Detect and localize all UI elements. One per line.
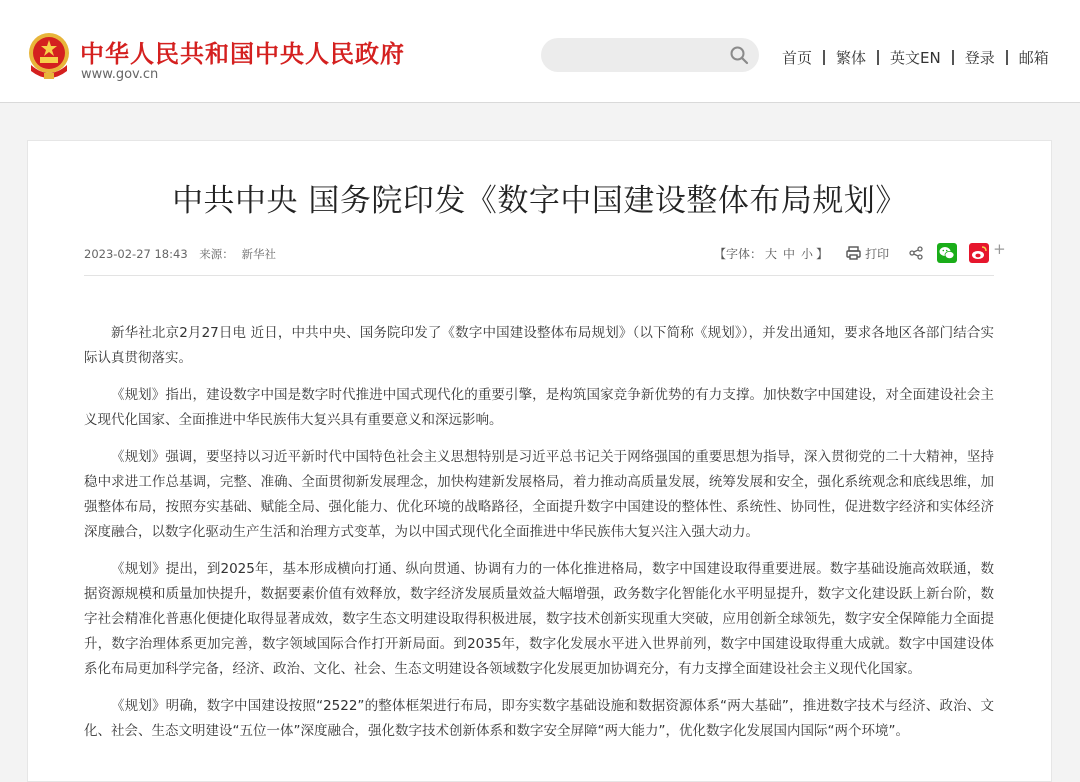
share-icon[interactable] — [909, 246, 923, 260]
article-paragraph: 《规划》提出，到2025年，基本形成横向打通、纵向贯通、协调有力的一体化推进格局，数字中国建设取得重要进展。数字基础设施高效联通，数据资源规模和质量加快提升，数据要素价值有效释放，数字经济发展质量效益大幅增强，政务数字化智能化水平明显提升，数字文化建设跃上新台阶，数字社会精准化普惠化便捷化取得显著成效，数字生态文明建设取得积极进展，数字技术创新实现重大突破，应用创新全球领先，数字安全保障能力全面提升，数字治理体系更加完善，数字领域国际合作打开新局面。到2035年，数字化发展水平进入世界前列，数字中国建设取得重大成就。数字中国建设体系化布局更加科学完备，经济、政治、文化、社会、生态文明建设各领域数字化发展更加协调充分，有力支撑全面建设社会主义现代化国家。 — [84, 561, 994, 677]
more-share-icon[interactable]: + — [993, 240, 1006, 258]
wechat-share-icon[interactable] — [937, 243, 957, 263]
article-paragraph: 《规划》强调，要坚持以习近平新时代中国特色社会主义思想特别是习近平总书记关于网络强国的重要思想为指导，深入贯彻党的二十大精神，坚持稳中求进工作总基调，完整、准确、全面贯彻新发展理念，加快构建新发展格局，着力推动高质量发展，统筹发展和安全，强化系统观念和底线思维，加强整体布局，按照夯实基础、赋能全局、强化能力、优化环境的战略路径，全面提升数字中国建设的整体性、系统性、协同性，促进数字经济和实体经济深度融合，以数字化驱动生产生活和治理方式变革，为以中国式现代化全面推进中华民族伟大复兴注入强大动力。 — [84, 449, 994, 540]
site-url[interactable]: www.gov.cn — [81, 67, 159, 82]
search-input[interactable] — [555, 44, 719, 68]
article-paragraph: 《规划》明确，数字中国建设按照“2522”的整体框架进行布局，即夯实数字基础设施和数据资源体系“两大基础”，推进数字技术与经济、政治、文化、社会、生态文明建设“五位一体”深度融合，强化数字技术创新体系和数字安全屏障“两大能力”，优化数字化发展国内国际“两个环境”。 — [84, 698, 994, 739]
national-emblem-logo[interactable] — [26, 31, 72, 81]
font-size-small[interactable]: 小 — [801, 246, 814, 261]
search-box[interactable] — [541, 38, 759, 72]
nav-mailbox[interactable]: 邮箱 — [1018, 48, 1049, 67]
article-meta — [84, 246, 284, 262]
nav-separator — [952, 50, 954, 65]
print-button[interactable] — [846, 245, 889, 262]
source-label: 来源： — [199, 247, 234, 261]
nav-home[interactable]: 首页 — [782, 48, 813, 67]
nav-login[interactable]: 登录 — [964, 48, 995, 67]
font-size-large[interactable]: 大 — [765, 246, 778, 261]
source-name: 新华社 — [241, 247, 276, 261]
search-icon[interactable] — [729, 45, 749, 65]
site-name[interactable]: 中华人民共和国中央人民政府 — [80, 40, 405, 68]
meta-divider — [84, 275, 994, 276]
nav-separator — [1006, 50, 1008, 65]
site-header — [0, 0, 1080, 103]
publish-date: 2023-02-27 18:43 — [84, 247, 188, 261]
print-label: 打印 — [865, 246, 890, 261]
printer-icon — [846, 246, 861, 260]
article-tools — [714, 241, 1006, 265]
nav-traditional[interactable]: 繁体 — [836, 48, 867, 67]
article-paragraph: 《规划》指出，建设数字中国是数字时代推进中国式现代化的重要引擎，是构筑国家竞争新优势的有力支撑。加快数字中国建设，对全面建设社会主义现代化国家、全面推进中华民族伟大复兴具有重要意义和深远影响。 — [84, 387, 994, 428]
article-paragraph: 新华社北京2月27日电 近日，中共中央、国务院印发了《数字中国建设整体布局规划》（以下简称《规划》），并发出通知，要求各地区各部门结合实际认真贯彻落实。 — [84, 325, 994, 366]
font-size-close: 】 — [816, 246, 829, 261]
article-title: 中共中央 国务院印发《数字中国建设整体布局规划》 — [172, 183, 907, 219]
article-body — [84, 321, 994, 756]
top-nav — [782, 47, 1049, 67]
weibo-share-icon[interactable] — [969, 243, 989, 263]
font-size-medium[interactable]: 中 — [783, 246, 796, 261]
nav-english[interactable]: 英文EN — [890, 48, 941, 67]
article-card — [27, 140, 1052, 782]
font-size-selector — [714, 245, 828, 262]
font-size-label: 【字体： — [714, 246, 763, 261]
nav-separator — [877, 50, 879, 65]
nav-separator — [823, 50, 825, 65]
